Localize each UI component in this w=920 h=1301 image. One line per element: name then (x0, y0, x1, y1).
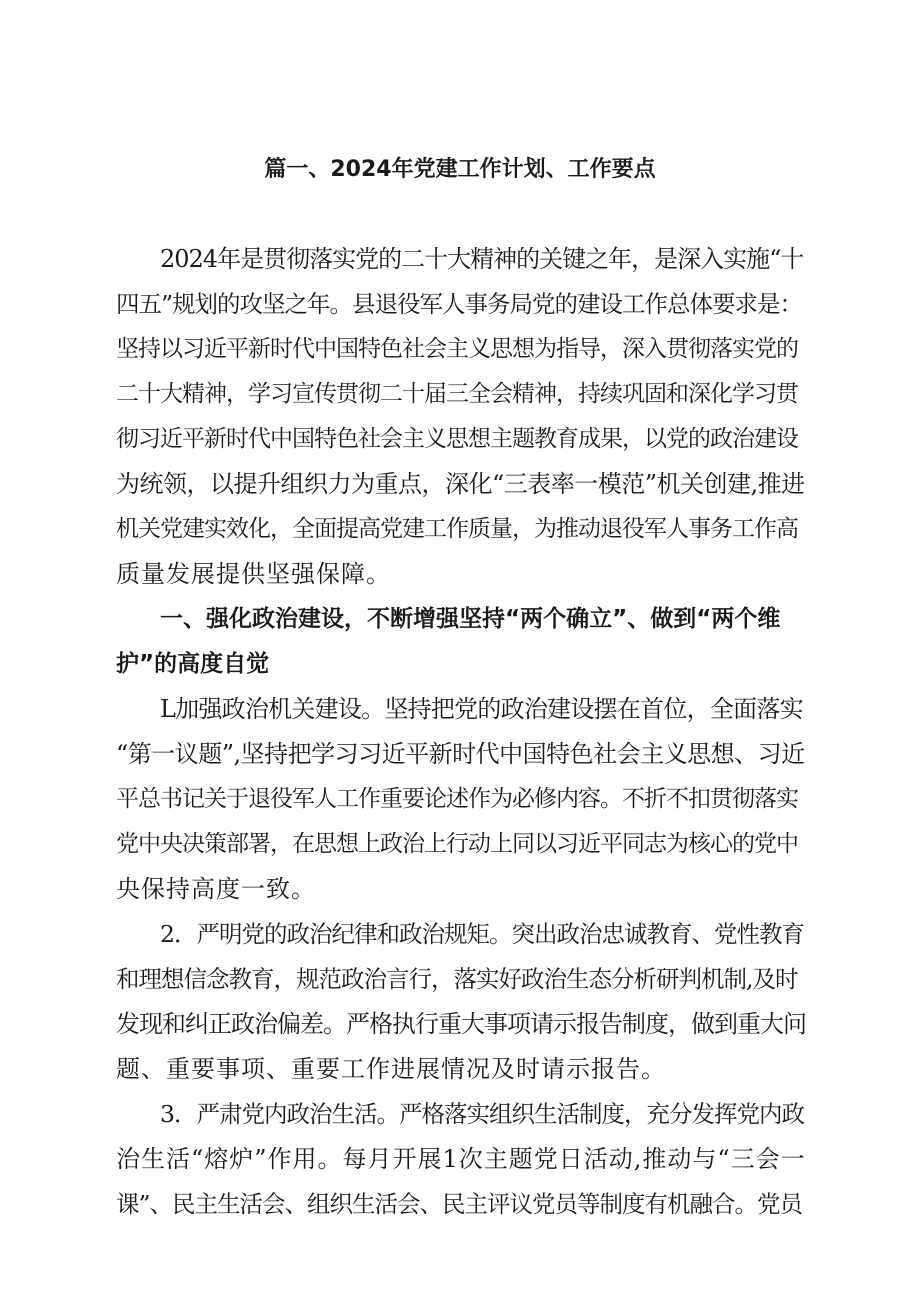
item-2-line-2: 和理想信念教育，规范政治言行，落实好政治生态分析研判机制,及时 (116, 965, 798, 993)
item-3-line-1: 3．严肃党内政治生活。严格落实组织生活制度，充分发挥党内政 (160, 1100, 804, 1128)
item-2-line-1: 2．严明党的政治纪律和政治规矩。突出政治忠诚教育、党性教育 (160, 920, 804, 948)
item-1-line-3: 平总书记关于退役军人工作重要论述作为必修内容。不折不扣贯彻落实 (116, 786, 798, 812)
item-1-line-2: “第一议题”,坚持把学习习近平新时代中国特色社会主义思想、习近 (116, 740, 805, 768)
intro-line-4: 二十大精神，学习宣传贯彻二十届三全会精神，持续巩固和深化学习贯 (116, 381, 798, 407)
intro-line-8: 质量发展提供坚强保障。 (116, 560, 391, 588)
item-3-line-3: 课”、民主生活会、组织生活会、民主评议党员等制度有机融合。党员 (116, 1190, 803, 1218)
item-3-line-2: 治生活“熔炉”作用。每月开展1次主题党日活动,推动与“三会一 (116, 1145, 806, 1173)
item-1-line-5: 央保持高度一致。 (116, 875, 316, 903)
item-1-line-4: 党中央决策部署，在思想上政治上行动上同以习近平同志为核心的党中 (116, 831, 798, 857)
intro-line-6: 为统领，以提升组织力为重点，深化“三表率一模范”机关创建,推进 (116, 470, 805, 498)
document-title: 篇一、2024年党建工作计划、工作要点 (264, 157, 656, 182)
item-2-line-4: 题、重要事项、重要工作进展情况及时请示报告。 (116, 1055, 666, 1083)
intro-line-5: 彻习近平新时代中国特色社会主义思想主题教育成果，以党的政治建设 (116, 426, 798, 452)
intro-line-1: 2024年是贯彻落实党的二十大精神的关键之年，是深入实施“十 (160, 245, 804, 273)
item-2-line-3: 发现和纠正政治偏差。严格执行重大事项请示报告制度，做到重大问 (116, 1010, 806, 1038)
section-1-heading-line-2: 护”的高度自觉 (116, 651, 270, 677)
intro-line-3: 坚持以习近平新时代中国特色社会主义思想为指导，深入贯彻落实党的 (116, 336, 798, 362)
section-1-heading-line-1: 一、强化政治建设，不断增强坚持“两个确立”、做到“两个维 (160, 606, 781, 632)
intro-line-2: 四五”规划的攻坚之年。县退役军人事务局党的建设工作总体要求是： (116, 290, 803, 318)
item-1-line-1: L加强政治机关建设。坚持把党的政治建设摆在首位，全面落实 (160, 695, 803, 723)
intro-line-7: 机关党建实效化，全面提高党建工作质量，为推动退役军人事务工作高 (116, 516, 798, 542)
